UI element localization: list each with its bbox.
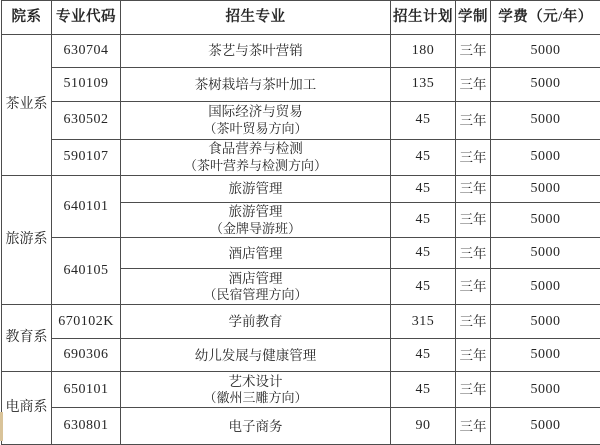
- major-name: 食品营养与检测: [123, 140, 388, 158]
- dept-cell: 教育系: [2, 305, 52, 372]
- major-name: 旅游管理: [123, 203, 388, 221]
- plan-cell: 45: [391, 140, 456, 176]
- table-row: [2, 68, 600, 102]
- plan-cell: 135: [391, 68, 456, 102]
- tuition-cell: 5000: [491, 372, 600, 408]
- major-cell: [121, 372, 391, 408]
- major-name: 艺术设计: [123, 373, 388, 391]
- duration-cell: 三年: [456, 305, 491, 339]
- tuition-cell: 5000: [491, 102, 600, 140]
- duration-cell: 三年: [456, 408, 491, 445]
- table-row: [2, 408, 600, 445]
- header-major: 招生专业: [121, 1, 391, 35]
- plan-cell: 45: [391, 339, 456, 372]
- table-row: [2, 35, 600, 68]
- major-direction: （茶叶营养与检测方向）: [123, 158, 388, 175]
- plan-cell: 315: [391, 305, 456, 339]
- code-cell: 510109: [52, 68, 121, 102]
- plan-cell: 45: [391, 238, 456, 269]
- tuition-cell: 5000: [491, 140, 600, 176]
- duration-cell: 三年: [456, 68, 491, 102]
- duration-cell: 三年: [456, 269, 491, 305]
- dept-cell: 茶业系: [2, 35, 52, 176]
- tuition-cell: 5000: [491, 68, 600, 102]
- header-code: 专业代码: [52, 1, 121, 35]
- table-row: [2, 176, 600, 203]
- header-dept: 院系: [2, 1, 52, 35]
- duration-cell: 三年: [456, 339, 491, 372]
- table-header-row: [2, 1, 600, 35]
- code-cell: 640101: [52, 176, 121, 238]
- table-row: [2, 102, 600, 140]
- tuition-cell: 5000: [491, 305, 600, 339]
- duration-cell: 三年: [456, 176, 491, 203]
- code-cell: 690306: [52, 339, 121, 372]
- duration-cell: 三年: [456, 203, 491, 238]
- page-edge-artifact: [0, 412, 3, 441]
- major-name: 酒店管理: [123, 270, 388, 288]
- tuition-cell: 5000: [491, 238, 600, 269]
- code-cell: 640105: [52, 238, 121, 305]
- table-row: [2, 140, 600, 176]
- table-row: [2, 305, 600, 339]
- plan-cell: 90: [391, 408, 456, 445]
- table-row: [2, 238, 600, 269]
- major-direction: （民宿管理方向）: [123, 287, 388, 304]
- dept-cell: 旅游系: [2, 176, 52, 305]
- code-cell: 630502: [52, 102, 121, 140]
- table-row: [2, 339, 600, 372]
- tuition-cell: 5000: [491, 339, 600, 372]
- tuition-cell: 5000: [491, 269, 600, 305]
- code-cell: 590107: [52, 140, 121, 176]
- plan-cell: 45: [391, 102, 456, 140]
- code-cell: 670102K: [52, 305, 121, 339]
- major-cell: [121, 305, 391, 339]
- duration-cell: 三年: [456, 140, 491, 176]
- header-duration: 学制: [456, 1, 491, 35]
- plan-cell: 45: [391, 372, 456, 408]
- duration-cell: 三年: [456, 102, 491, 140]
- major-name: 幼儿发展与健康管理: [123, 347, 388, 365]
- major-cell: [121, 408, 391, 445]
- major-cell: [121, 102, 391, 140]
- tuition-cell: 5000: [491, 35, 600, 68]
- major-cell: [121, 269, 391, 305]
- major-direction: （金牌导游班）: [123, 221, 388, 238]
- major-name: 茶树栽培与茶叶加工: [123, 76, 388, 94]
- enrollment-plan-table: [1, 0, 600, 445]
- header-plan: 招生计划: [391, 1, 456, 35]
- plan-cell: 45: [391, 176, 456, 203]
- plan-cell: 45: [391, 269, 456, 305]
- major-direction: （徽州三雕方向）: [123, 390, 388, 407]
- tuition-cell: 5000: [491, 408, 600, 445]
- dept-cell: 电商系: [2, 372, 52, 445]
- major-direction: （茶叶贸易方向）: [123, 121, 388, 138]
- major-cell: [121, 339, 391, 372]
- code-cell: 630801: [52, 408, 121, 445]
- plan-cell: 180: [391, 35, 456, 68]
- tuition-cell: 5000: [491, 203, 600, 238]
- major-name: 茶艺与茶叶营销: [123, 42, 388, 60]
- major-cell: [121, 203, 391, 238]
- code-cell: 630704: [52, 35, 121, 68]
- tuition-cell: 5000: [491, 176, 600, 203]
- major-cell: [121, 238, 391, 269]
- major-name: 电子商务: [123, 418, 388, 436]
- major-name: 学前教育: [123, 313, 388, 331]
- code-cell: 650101: [52, 372, 121, 408]
- duration-cell: 三年: [456, 372, 491, 408]
- table-row: [2, 372, 600, 408]
- major-name: 旅游管理: [123, 180, 388, 198]
- duration-cell: 三年: [456, 238, 491, 269]
- major-cell: [121, 140, 391, 176]
- major-name: 酒店管理: [123, 245, 388, 263]
- duration-cell: 三年: [456, 35, 491, 68]
- major-cell: [121, 35, 391, 68]
- major-name: 国际经济与贸易: [123, 103, 388, 121]
- major-cell: [121, 176, 391, 203]
- plan-cell: 45: [391, 203, 456, 238]
- header-tuition: 学费（元/年）: [491, 1, 600, 35]
- major-cell: [121, 68, 391, 102]
